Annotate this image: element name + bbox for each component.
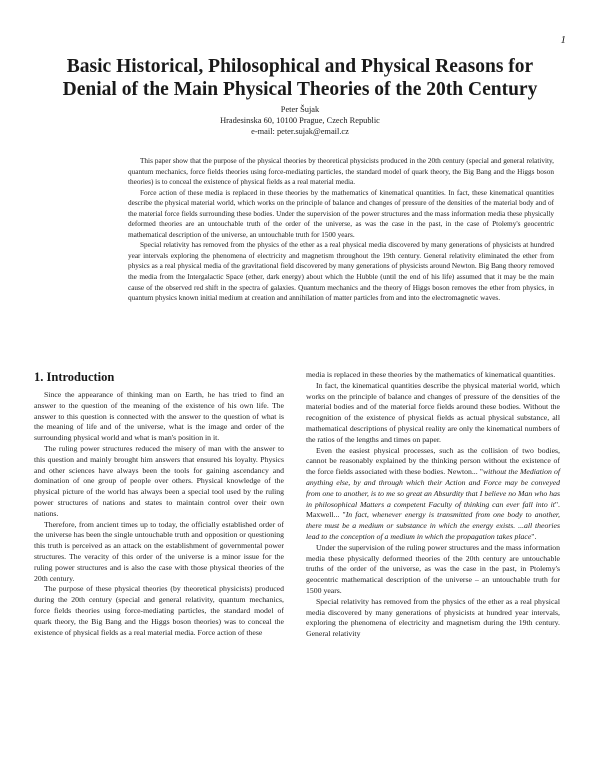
body-paragraph: The ruling power structures reduced the misery of man with the answer to this question and mainly brought him answers that ensured his loyalty. Physics and other sciences have always been the tools for gaining ascendancy and domination of one group of people over others. Physical knowledge of the physical picture of the world has always been a special tool used by the ruling power structures of nations and states to maintain control over their own nations. bbox=[34, 443, 284, 518]
abstract-paragraph: Special relativity has removed from the physics of the ether as a real physical media discovered by many generations of physicists at hundred year intervals exploring the phenomena of electricity and magnetism throughout the 19th century. General relativity eliminated the ether from physics as a real physical media of the gravitational field discovered by many generations of physicists around Newton. Big Bang theory removed the media from the Intergalactic Space (ether, dark energy) about which the Hubble (until the end of his life) assumed that it may be the main cause of the observed red shift in the spectra of galaxies. Quantum mechanics and the theory of Higgs boson removes the ether from physics, in quantum physics known initial medium at creation and annihilation of matter particles from and into the electromagnetic waves. bbox=[128, 241, 554, 303]
body-paragraph: Under the supervision of the ruling power structures and the mass information media these physically deformed theories of the 20th century are untouchable truths of the order of the universe, as was the case in the past, in Ptolemy's geocentric mathematical description of the universe – an untouchable truth for 1500 years. bbox=[306, 542, 560, 595]
author-address: Hradesinska 60, 10100 Prague, Czech Republic bbox=[220, 116, 380, 125]
page-number: 1 bbox=[560, 34, 566, 46]
newton-quote: without the Mediation of anything else, by and through which their Action and Force may be conveyed from one to another, is to me so great an Absurdity that I believe no Man who has in philosophical Matters a competent Faculty of thinking can ever fall into it bbox=[306, 467, 560, 509]
quote-lead-text: Even the easiest physical processes, such as the collision of two bodies, cannot be reasonably explained by the thinking person without the existence of the force fields associated with these bodies. Newton... " bbox=[306, 445, 560, 477]
abstract-paragraph: This paper show that the purpose of the physical theories by theoretical physicists produced in the 20th century (special and general relativity, quantum mechanics, force fields theories using force-mediating particles, the standard model of quark theory, the Big Bang and the Higgs boson theories) is to conceal the existence of physical fields as a real material media. bbox=[128, 157, 554, 187]
left-column bbox=[34, 390, 284, 638]
title-line-2: Denial of the Main Physical Theories of the 20th Century bbox=[62, 79, 538, 100]
body-paragraph: In fact, the kinematical quantities describe the physical material world, which works on the principle of balance and changes of pressure of the densities of the material bodies and of the material force fields around these bodies. Without the recognition of the existence of physical fields as actual physical substance, all mathematical descriptions of physical reality are only the kinematical numbers of the ratios of the lengths and times on paper. bbox=[306, 380, 560, 444]
body-paragraph: Special relativity has removed from the physics of the ether as a real physical media discovered by many generations of physicists at hundred year intervals, exploring the phenomena of electricity and magnetism during the 19th century. General relativity bbox=[306, 596, 560, 639]
title-line-1: Basic Historical, Philosophical and Physical Reasons for bbox=[66, 56, 534, 77]
abstract bbox=[128, 156, 554, 304]
paper-title bbox=[30, 55, 570, 101]
author-block bbox=[0, 104, 600, 137]
section-heading-introduction: 1. Introduction bbox=[34, 370, 115, 384]
body-paragraph-continuation: media is replaced in these theories by the mathematics of kinematical quantities. bbox=[306, 370, 556, 379]
body-paragraph-quotes bbox=[306, 446, 560, 543]
maxwell-quote: In fact, whenever energy is transmitted from one body to another, there must be a medium or substance in which the energy exists. ...all theories lead to the conception of a medium in which the propagation takes place bbox=[306, 510, 560, 541]
body-paragraph: Therefore, from ancient times up to today, the officially established order of the universe has been the single untouchable truth and opposition or questioning this truth is perceived as an attack on the establishment of governmental power structures. The veracity of this order of the universe is a minor issue for the ruling power structures and is also the case with those physical theories of the 20th century. bbox=[34, 519, 284, 583]
quote-mid-text: ". Maxwell... " bbox=[306, 499, 560, 520]
author-name: Peter Šujak bbox=[280, 105, 320, 114]
author-email: e-mail: peter.sujak@email.cz bbox=[251, 127, 349, 136]
body-paragraph: Since the appearance of thinking man on Earth, he has tried to find an answer to the question of the meaning of the existence of his own life. The answer to this question is connected with the answer to the question of what is the meaning of life and of the universe, what is the image and order of the surrounding physical world and what is man's position in it. bbox=[34, 390, 284, 443]
body-paragraph: The purpose of these physical theories (by theoretical physicists) produced during the 20th century (special and general relativity, quantum mechanics, force fields theories using force-mediating particles, the standard model of quark theory, the Big Bang and the Higgs boson theories) was to conceal the existence of physical fields as a real material media. Force action of these bbox=[34, 584, 284, 637]
quote-end-text: ". bbox=[531, 531, 537, 541]
abstract-paragraph: Force action of these media is replaced in these theories by the mathematics of kinematical quantities. In fact, these kinematical quantities describe the physical material world, which works on the principle of balance and changes of pressure of the densities of the material body and of the material force fields surrounding these bodies. Under the supervision of the power structures and the mass information media these physically deformed theories are an untouchable truth of the order of the universe, as was the case in the past, in the case of Ptolemy's geocentric mathematical description of the universe, an untouchable truth for 1500 years. bbox=[128, 188, 554, 239]
right-column bbox=[306, 370, 560, 640]
